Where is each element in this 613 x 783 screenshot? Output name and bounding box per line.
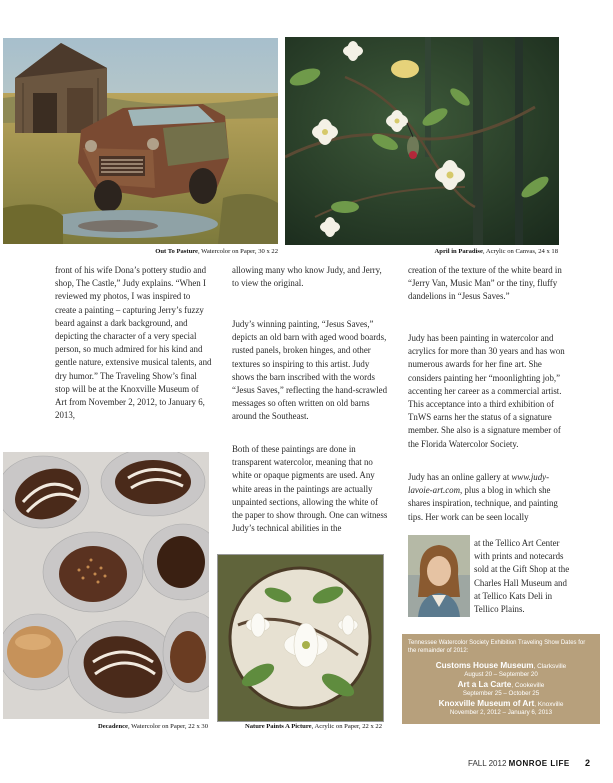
venue-city: , Cookeville — [511, 682, 545, 689]
caption-medium: , Acrylic on Paper, 22 x 22 — [311, 723, 382, 730]
chocolates-illustration — [3, 452, 209, 719]
painting-nature-paints-a-picture — [217, 554, 384, 722]
painting-april-in-paradise — [285, 37, 559, 245]
portrait-illustration — [408, 535, 470, 617]
truck-barn-illustration — [3, 38, 278, 244]
caption-title: Out To Pasture — [155, 248, 198, 255]
venue-name: Knoxville Museum of Art — [438, 699, 535, 708]
footer-season: FALL 2012 — [468, 759, 507, 768]
gallery-text-end: , plus a blog in which she shares inspiration, technique, and painting tips. Her work can be seen locally — [408, 485, 558, 522]
painting-out-to-pasture — [3, 38, 278, 244]
venue-city: , Clarksville — [533, 663, 567, 670]
gallery-link[interactable]: www.judy-lavoie-art.com — [408, 472, 550, 496]
caption-medium: , Watercolor on Paper, 22 x 30 — [127, 723, 208, 730]
column2-paragraph-1: allowing many who know Judy, and Jerry, to view the original. — [232, 265, 382, 289]
tour-stop-dates: August 20 – September 20 — [464, 671, 538, 678]
dogwood-hummingbird-illustration — [285, 37, 559, 245]
tour-stop-venue — [402, 680, 600, 690]
venue-name: Customs House Museum — [435, 661, 534, 670]
caption-out-to-pasture — [120, 248, 278, 256]
tour-stop-dates: November 2, 2012 – January 6, 2013 — [449, 709, 553, 716]
caption-title: Decadence — [97, 723, 128, 730]
caption-medium: , Watercolor on Paper, 30 x 22 — [197, 248, 278, 255]
tour-stop-1 — [402, 661, 600, 678]
gallery-text-start: Judy has an online gallery at — [408, 472, 512, 482]
caption-april-in-paradise — [390, 248, 558, 256]
column2-paragraph-2: Judy’s winning painting, “Jesus Saves,” depicts an old barn with aged wood boards, rusted panels, broken hinges, and other textures so inspiring to this artist. Judy shows the barn inscribed with the words “Jesus Saves,” reflecting the hand-scrawled messages so often written on old barns around the Southeast. — [232, 319, 388, 422]
dogwood-circle-illustration — [218, 555, 383, 721]
traveling-show-dates-box — [402, 634, 600, 724]
column1-paragraph: front of his wife Dona’s pottery studio and shop, The Castle,” Judy explains. “When I reviewed my photos, I was inspired to create a painting – capturing Jerry’s fuzzy beard against a dark background, and depicting the character of a very special person, so much admired for his kind and gentle nature, extensive musical talents, and dry humor.” The Traveling Show’s final stop will be at the Knoxville Museum of Art from November 2, 2012, to January 6, 2013, — [55, 265, 212, 421]
footer-magazine: MONROE LIFE — [508, 759, 570, 768]
venue-city: , Knoxville — [534, 701, 564, 708]
caption-title: April in Paradise — [434, 248, 483, 255]
column3-paragraph-1: creation of the texture of the white beard in “Jerry Van, Music Man” or the tiny, fluffy dandelions in “Jesus Saves.” — [408, 265, 562, 302]
caption-nature-paints-a-picture — [226, 723, 382, 731]
column3-paragraph-3 — [408, 471, 568, 524]
tour-stop-dates: September 25 – October 25 — [462, 690, 540, 697]
box-intro: Tennessee Watercolor Society Exhibition Traveling Show Dates for the remainder of 2012: — [408, 640, 586, 654]
page-footer — [468, 759, 570, 768]
column2-paragraph-3: Both of these paintings are done in transparent watercolor, meaning that no white or opaque pigments are used. Any white areas in the paintings are actually unpainted sections, allowing the white of the paper to show through. One can witness Judy’s technical abilities in the — [232, 444, 388, 534]
caption-medium: , Acrylic on Canvas, 24 x 18 — [482, 248, 558, 255]
caption-title: Nature Paints A Picture — [244, 723, 312, 730]
column3-paragraph-2: Judy has been painting in watercolor and acrylics for more than 30 years and has won numerous awards for her fine art. She considers painting her “moonlighting job,” accenting her career as a commercial artist. This acceptance into a third exhibition of TnWS earns her the status of a signature member. She also is a signature member of the Florida Watercolor Society. — [408, 333, 565, 449]
tour-stop-venue — [402, 699, 600, 709]
tour-stop-3 — [402, 699, 600, 716]
column3-paragraph-3-wrap: at the Tellico Art Center with prints and notecards sold at the Gift Shop at the Charles Hall Museum and at Tellico Kats Deli in Tellico Plains. — [474, 538, 570, 615]
caption-decadence — [60, 723, 208, 731]
page-number: 2 — [585, 758, 591, 768]
artist-portrait — [408, 535, 470, 617]
tour-stop-2 — [402, 680, 600, 697]
venue-name: Art a La Carte — [457, 680, 512, 689]
tour-stop-venue — [402, 661, 600, 671]
painting-decadence — [3, 452, 209, 719]
